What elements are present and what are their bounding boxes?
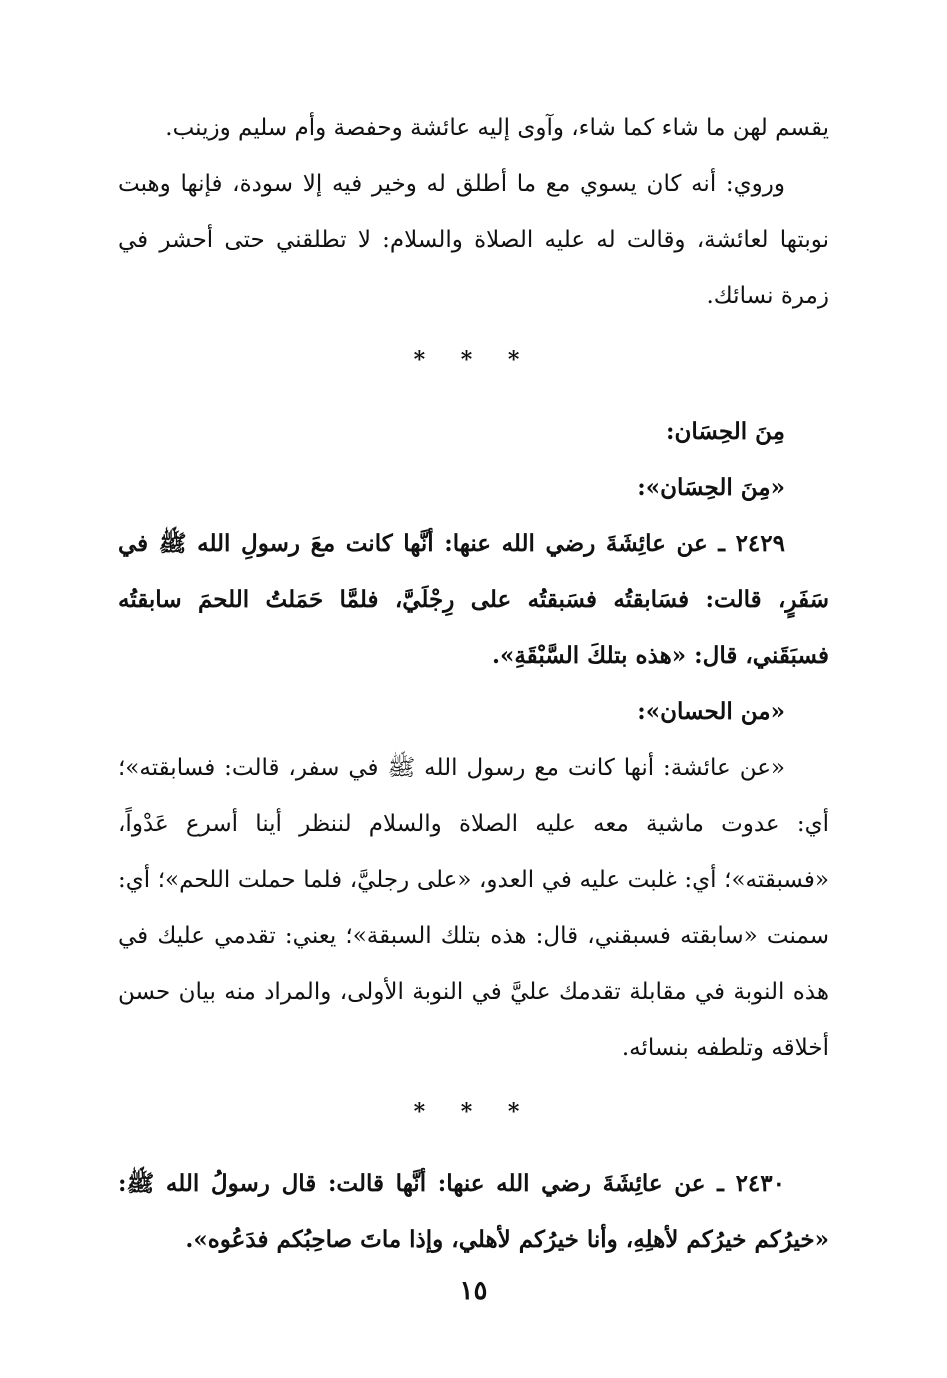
- section-heading-quoted: «مِنَ الحِسَان»:: [637, 474, 785, 501]
- commentary-paragraph: «عن عائشة: أنها كانت مع رسول الله ﷺ في سفر، قالت: فسابقته»؛ أي: عدوت ماشية معه عليه الصلاة والسلام لننظر أينا أسرع عَدْواً، «فسبقته»؛ أي: غلبت عليه في العدو، «على رجليَّ، فلما حملت اللحم»؛ أي: سمنت «سابقته فسبقني، قال: هذه بتلك السبقة»؛ يعني: تقدمي عليك في هذه النوبة في مقابلة تقدمك عليَّ في النوبة الأولى، والمراد منه بيان حسن أخلاقه وتلطفه بنسائه.: [118, 755, 829, 1061]
- section-separator: * * *: [413, 347, 534, 373]
- section-heading: مِنَ الحِسَان:: [666, 418, 785, 445]
- paragraph-2: وروي: أنه كان يسوي مع ما أطلق له وخير فيه إلا سودة، فإنها وهبت نوبتها لعائشة، وقالت له عليه الصلاة والسلام: لا تطلقني حتى أحشر في زمرة نسائك.: [118, 171, 829, 309]
- commentary-heading: «من الحسان»:: [637, 698, 785, 725]
- hadith-2429: ٢٤٢٩ ـ عن عائِشَةَ رضي الله عنها: أنَّها كانت معَ رسولِ الله ﷺ في سَفَرٍ، قالت: فسَابقتُه فسَبقتُه على رِجْلَيَّ، فلمَّا حَمَلتُ اللحمَ سابقتُه فسبَقَني، قال: «هذه بتلكَ السَّبْقَةِ».: [118, 530, 829, 669]
- section-separator: * * *: [413, 1099, 534, 1125]
- page-number: ١٥: [459, 1276, 488, 1306]
- paragraph-1: يقسم لهن ما شاء كما شاء، وآوى إليه عائشة وحفصة وأم سليم وزينب.: [165, 115, 829, 141]
- hadith-2430: ٢٤٣٠ ـ عن عائِشَةَ رضي الله عنها: أنَّها قالت: قال رسولُ الله ﷺ: «خيرُكم خيرُكم لأهلِهِ، وأنا خيرُكم لأهلي، وإذا ماتَ صاحِبُكم فدَعُوه».: [118, 1170, 829, 1253]
